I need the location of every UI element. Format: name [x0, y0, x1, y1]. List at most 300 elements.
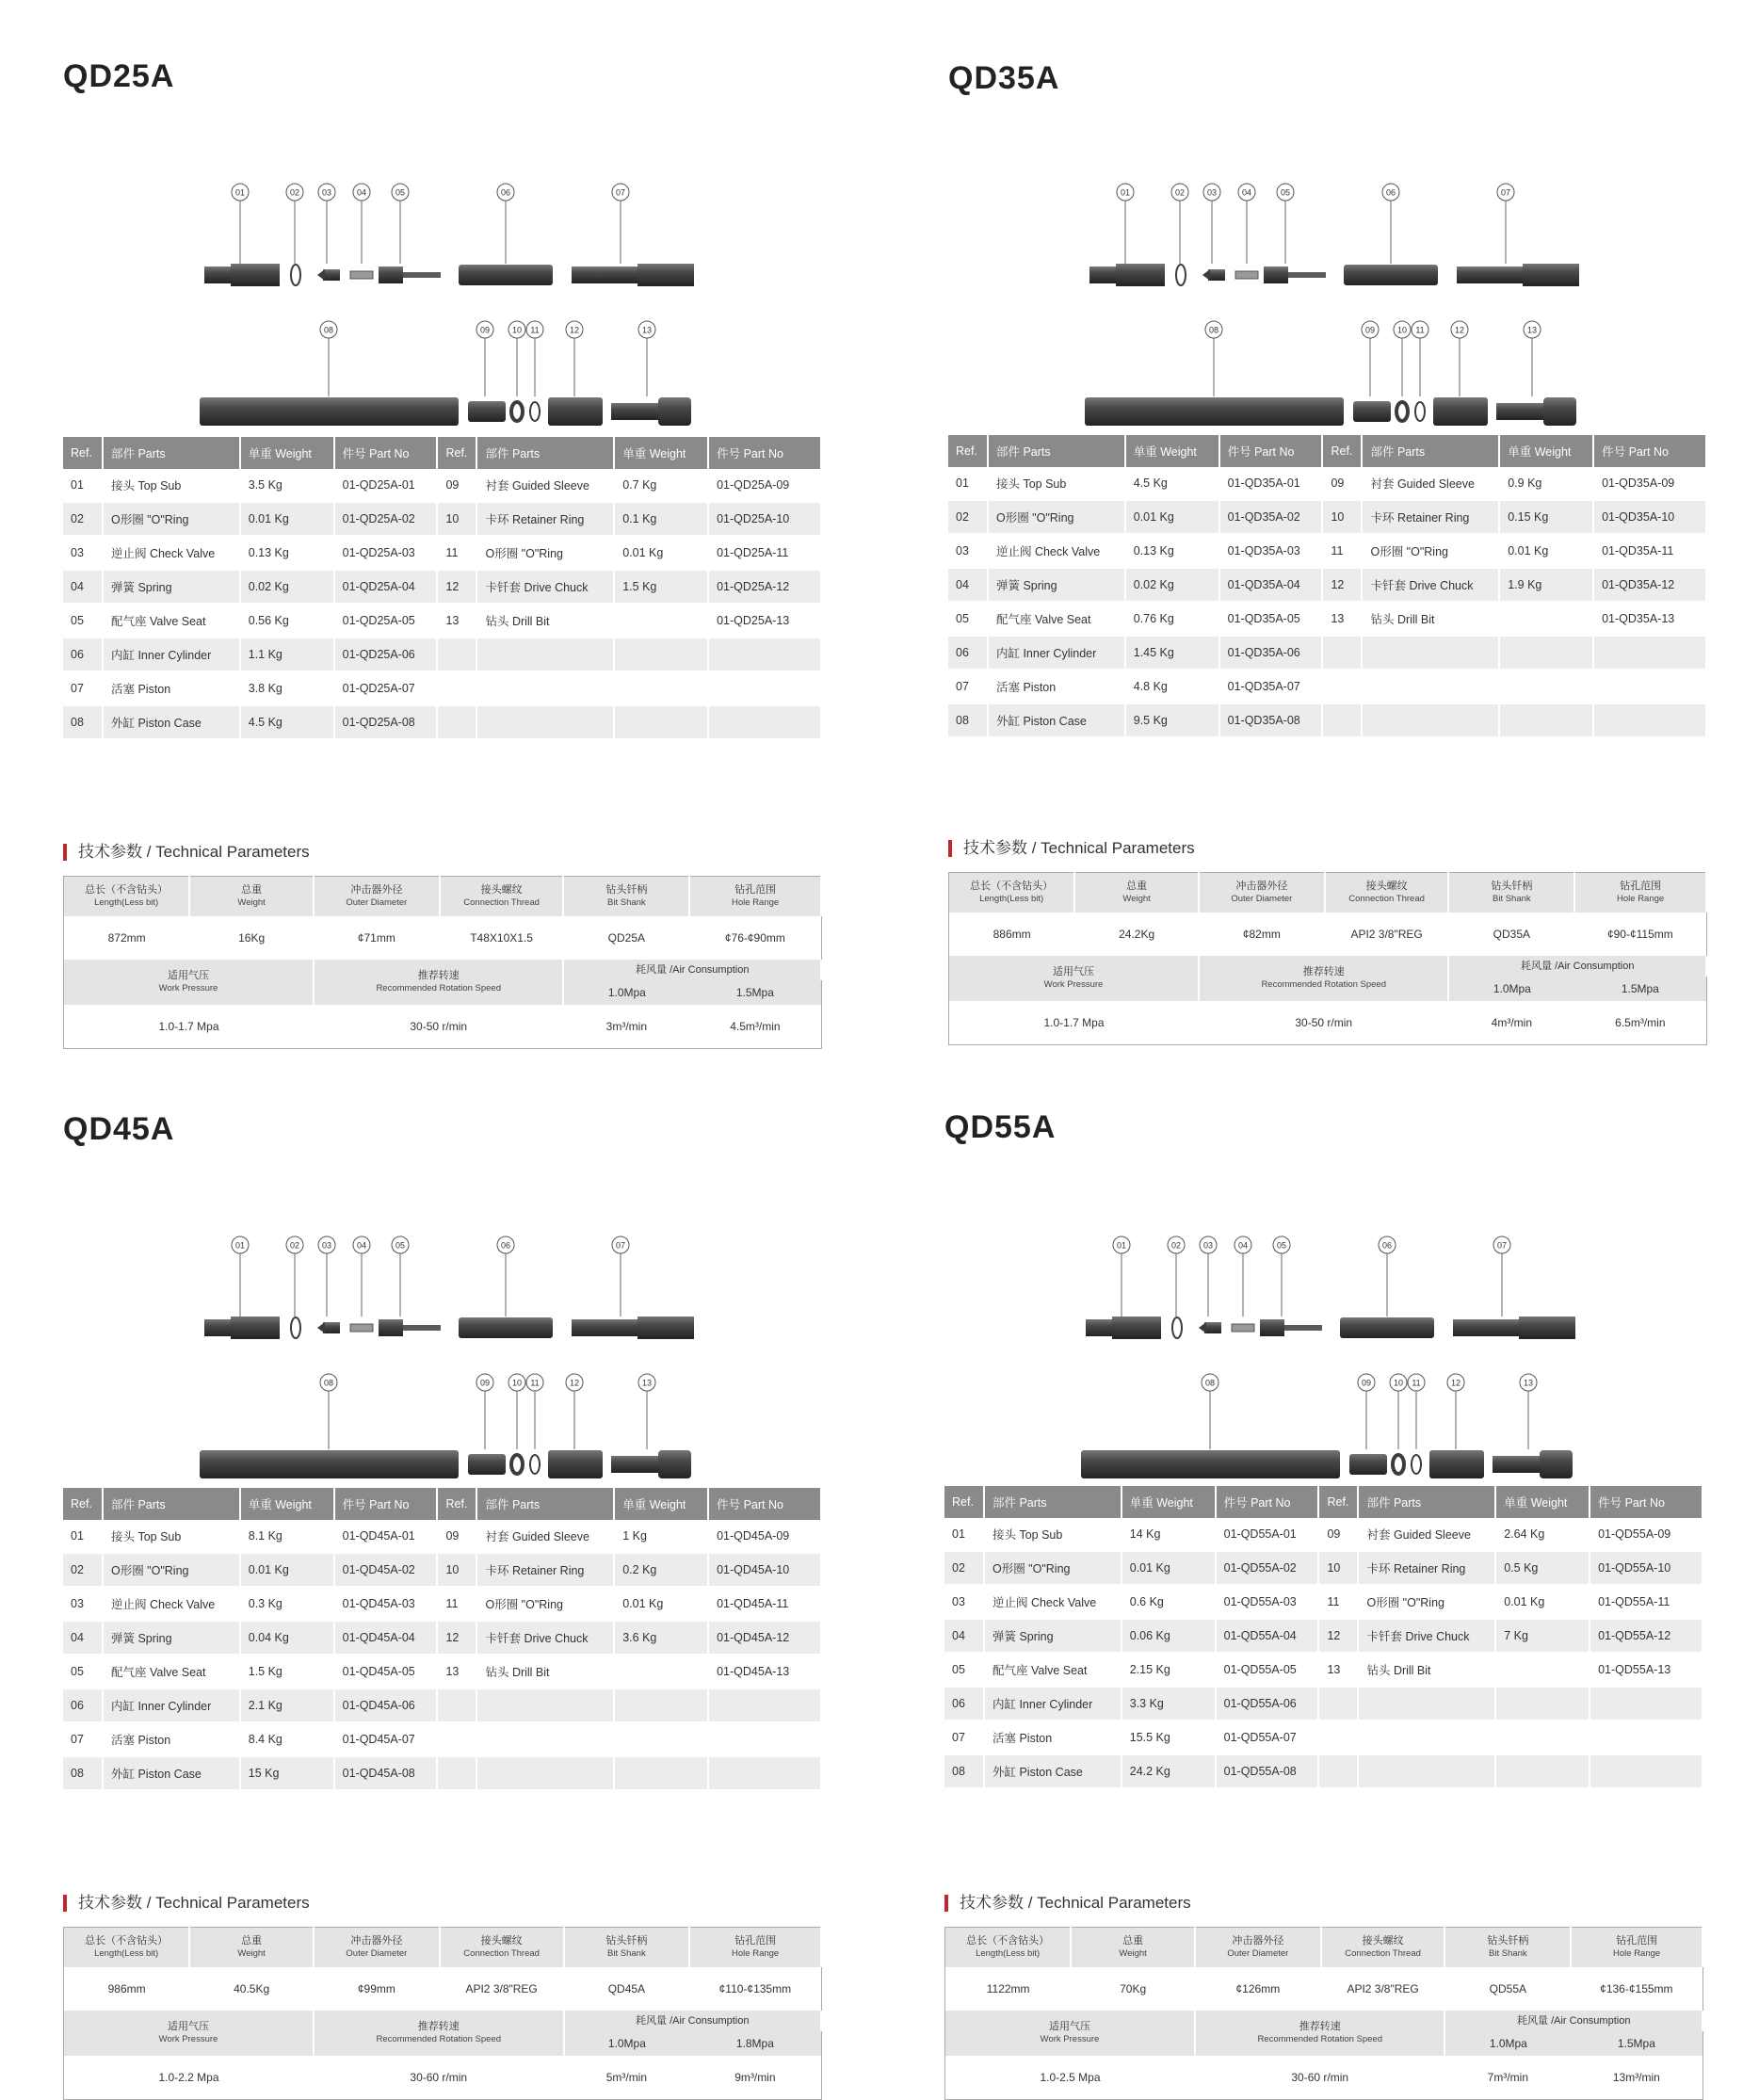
table-cell: 04	[944, 1619, 984, 1653]
table-cell: 逆止阀 Check Valve	[103, 536, 240, 570]
tech-header-shank	[1448, 873, 1574, 913]
header-en: Weight	[237, 897, 266, 908]
tech-value-thread: T48X10X1.5	[470, 931, 533, 945]
exploded-diagram	[186, 153, 694, 463]
header-cn: 推荐转速	[417, 2021, 460, 2032]
table-cell: 3.5 Kg	[240, 469, 334, 502]
table-cell: 卡环 Retainer Ring	[476, 502, 614, 536]
table-cell: O形圈 "O"Ring	[103, 502, 240, 536]
svg-text:02: 02	[1174, 187, 1186, 198]
table-cell: 活塞 Piston	[988, 670, 1125, 703]
tech-values-row-2	[64, 1005, 822, 1049]
table-cell: 01-QD45A-08	[334, 1756, 438, 1790]
table-cell: 10	[1318, 1551, 1358, 1585]
table-cell: 01-QD25A-07	[334, 671, 438, 705]
tech-value-consumption-1: 7m³/min	[1487, 2071, 1529, 2084]
table-cell: 1.45 Kg	[1125, 636, 1219, 670]
model-section-qd55a	[944, 1111, 1717, 2100]
part-11-drawing	[530, 402, 540, 421]
table-row	[63, 1722, 821, 1756]
tech-header-shank	[1444, 1928, 1571, 1968]
callout-02	[1171, 184, 1188, 264]
header-ref: Ref.	[437, 1488, 476, 1520]
svg-text:02: 02	[289, 1240, 300, 1251]
table-cell: 01-QD45A-04	[334, 1621, 438, 1655]
header-parts: 部件 Parts	[1362, 435, 1499, 467]
table-cell: O形圈 "O"Ring	[988, 500, 1125, 534]
header-cn: 钻孔范围	[1616, 1935, 1658, 1947]
callout-05	[392, 1236, 409, 1317]
header-parts: 部件 Parts	[988, 435, 1125, 467]
table-cell: 05	[63, 1655, 103, 1688]
svg-text:04: 04	[1237, 1240, 1249, 1251]
svg-text:07: 07	[1496, 1240, 1508, 1251]
table-cell: 弹簧 Spring	[103, 570, 240, 604]
table-cell: 01-QD35A-04	[1219, 568, 1323, 602]
header-en: Work Pressure	[1040, 2034, 1100, 2044]
callout-06	[1382, 184, 1399, 264]
tech-header-air: 耗风量 /Air Consumption	[563, 960, 821, 980]
parts-header-row	[944, 1486, 1703, 1518]
table-cell: 0.15 Kg	[1499, 500, 1593, 534]
table-cell: 01-QD25A-04	[334, 570, 438, 604]
table-row	[944, 1754, 1703, 1788]
table-cell	[1322, 703, 1362, 737]
table-cell: 01-QD55A-06	[1216, 1687, 1319, 1720]
tech-header-shank	[563, 877, 689, 917]
tech-value-od: ¢126mm	[1235, 1982, 1281, 1995]
table-cell: 01-QD35A-08	[1219, 703, 1323, 737]
table-cell: 10	[437, 502, 476, 536]
table-cell: 05	[948, 602, 988, 636]
svg-text:08: 08	[1204, 1378, 1216, 1388]
tech-header-weight	[1074, 873, 1199, 913]
table-cell: 2.1 Kg	[240, 1688, 334, 1722]
table-cell: 2.15 Kg	[1122, 1653, 1216, 1687]
exploded-diagram-svg	[186, 1205, 694, 1516]
part-10-drawing	[511, 402, 523, 421]
table-cell: 01-QD25A-06	[334, 638, 438, 671]
table-cell	[1318, 1720, 1358, 1754]
callout-10	[508, 321, 525, 396]
table-cell: 弹簧 Spring	[984, 1619, 1122, 1653]
table-cell	[708, 671, 821, 705]
table-cell: 2.64 Kg	[1495, 1518, 1590, 1551]
table-cell: 3.6 Kg	[614, 1621, 708, 1655]
tech-header-air: 耗风量 /Air Consumption	[1448, 956, 1706, 977]
header-cn: 接头螺纹	[1365, 880, 1408, 892]
header-cn: 冲击器外径	[1232, 1935, 1284, 1947]
table-cell: 01-QD55A-09	[1590, 1518, 1703, 1551]
table-cell: 0.02 Kg	[1125, 568, 1219, 602]
table-cell	[1362, 636, 1499, 670]
table-row	[944, 1518, 1703, 1551]
header-en: Weight	[237, 1948, 266, 1959]
svg-text:08: 08	[323, 1378, 334, 1388]
header-ref: Ref.	[63, 1488, 103, 1520]
svg-text:09: 09	[1364, 325, 1376, 335]
table-row	[944, 1619, 1703, 1653]
tech-header-speed	[314, 960, 564, 1005]
table-cell: 01	[63, 469, 103, 502]
tech-value-weight: 24.2Kg	[1119, 928, 1155, 941]
part-13-drawing	[1496, 397, 1576, 426]
part-07-drawing	[572, 1317, 694, 1339]
tech-value-speed: 30-60 r/min	[1291, 2071, 1349, 2084]
table-cell	[1362, 703, 1499, 737]
header-weight: 单重 Weight	[1499, 435, 1593, 467]
table-cell: 11	[437, 536, 476, 570]
table-cell: 14 Kg	[1122, 1518, 1216, 1551]
table-cell: 01-QD25A-01	[334, 469, 438, 502]
table-cell	[1358, 1720, 1495, 1754]
callout-12	[566, 1374, 583, 1449]
header-parts: 部件 Parts	[1358, 1486, 1495, 1518]
table-cell	[1590, 1720, 1703, 1754]
header-en: Bit Shank	[607, 1948, 646, 1959]
parts-table	[948, 435, 1707, 738]
tech-values-row-2	[945, 2056, 1703, 2100]
svg-text:08: 08	[1208, 325, 1219, 335]
header-en: Outer Diameter	[1231, 894, 1293, 904]
table-cell: 内缸 Inner Cylinder	[984, 1687, 1122, 1720]
table-cell: 01	[948, 467, 988, 500]
tech-value-consumption-2: 4.5m³/min	[730, 1020, 781, 1033]
svg-text:04: 04	[356, 1240, 367, 1251]
svg-text:09: 09	[479, 325, 491, 335]
table-cell: 逆止阀 Check Valve	[103, 1587, 240, 1621]
header-cn: 推荐转速	[1299, 2021, 1341, 2032]
part-05-drawing	[1264, 267, 1326, 283]
tech-value-consumption-2: 6.5m³/min	[1615, 1016, 1666, 1029]
table-cell: 钻头 Drill Bit	[476, 604, 614, 638]
table-cell: 1.1 Kg	[240, 638, 334, 671]
table-cell: 内缸 Inner Cylinder	[988, 636, 1125, 670]
table-cell: 01-QD55A-11	[1590, 1585, 1703, 1619]
header-ref: Ref.	[1322, 435, 1362, 467]
table-cell: 01-QD55A-10	[1590, 1551, 1703, 1585]
table-cell: 12	[1322, 568, 1362, 602]
header-cn: 适用气压	[167, 970, 209, 981]
table-row	[63, 570, 821, 604]
callout-01	[1113, 1236, 1130, 1317]
svg-text:06: 06	[500, 1240, 511, 1251]
table-cell	[1499, 602, 1593, 636]
part-02-drawing	[291, 265, 300, 285]
tech-value-od: ¢71mm	[357, 931, 395, 945]
model-section-qd45a	[63, 1111, 835, 2100]
tech-header-shank	[564, 1928, 690, 1968]
table-cell: 衬套 Guided Sleeve	[476, 469, 614, 502]
table-cell: 08	[63, 705, 103, 739]
table-cell: O形圈 "O"Ring	[476, 536, 614, 570]
header-partno: 件号 Part No	[1593, 435, 1706, 467]
part-05-drawing	[379, 267, 441, 283]
header-parts: 部件 Parts	[103, 1488, 240, 1520]
tech-value-pressure: 1.0-1.7 Mpa	[158, 1020, 219, 1033]
table-cell: 01	[944, 1518, 984, 1551]
table-cell: 0.76 Kg	[1125, 602, 1219, 636]
part-01-drawing	[204, 1317, 280, 1339]
part-05-drawing	[1260, 1319, 1322, 1336]
table-cell	[1322, 636, 1362, 670]
tech-pressure-1: 1.0Mpa	[1444, 2031, 1571, 2056]
tech-value-consumption-2: 13m³/min	[1612, 2071, 1660, 2084]
table-cell: 0.6 Kg	[1122, 1585, 1216, 1619]
header-parts: 部件 Parts	[984, 1486, 1122, 1518]
table-cell	[437, 1722, 476, 1756]
header-en: Work Pressure	[158, 2034, 218, 2044]
header-weight: 单重 Weight	[240, 437, 334, 469]
table-cell: 01-QD55A-13	[1590, 1653, 1703, 1687]
model-section-qd25a	[63, 58, 835, 1047]
part-05-drawing	[379, 1319, 441, 1336]
tech-pressure-2: 1.5Mpa	[689, 980, 821, 1005]
model-section-qd35a	[948, 58, 1720, 1047]
table-row	[63, 604, 821, 638]
part-13-drawing	[611, 397, 691, 426]
tech-header-hole	[1571, 1928, 1703, 1968]
part-07-drawing	[572, 264, 694, 286]
tech-value-thread: API2 3/8"REG	[465, 1982, 538, 1995]
table-cell: 01-QD55A-02	[1216, 1551, 1319, 1585]
table-cell: 接头 Top Sub	[984, 1518, 1122, 1551]
header-partno: 件号 Part No	[1216, 1486, 1319, 1518]
table-cell: 0.13 Kg	[240, 536, 334, 570]
table-cell	[614, 1688, 708, 1722]
table-cell	[1322, 670, 1362, 703]
header-ref: Ref.	[63, 437, 103, 469]
parts-header-row	[63, 1488, 821, 1520]
table-cell: 01-QD55A-01	[1216, 1518, 1319, 1551]
table-cell: 0.7 Kg	[614, 469, 708, 502]
table-cell: 10	[437, 1553, 476, 1587]
table-cell: 外缸 Piston Case	[103, 1756, 240, 1790]
table-cell: 活塞 Piston	[103, 671, 240, 705]
table-cell: 外缸 Piston Case	[103, 705, 240, 739]
tech-header-od	[1195, 1928, 1321, 1968]
table-cell: 活塞 Piston	[984, 1720, 1122, 1754]
part-11-drawing	[1412, 1455, 1421, 1474]
header-en: Connection Thread	[463, 897, 540, 908]
header-en: Weight	[1119, 1948, 1147, 1959]
table-cell: 01-QD55A-08	[1216, 1754, 1319, 1788]
table-cell	[476, 1688, 614, 1722]
table-cell: 01-QD55A-04	[1216, 1619, 1319, 1653]
tech-value-thread: API2 3/8"REG	[1347, 1982, 1419, 1995]
table-cell: 11	[1322, 534, 1362, 568]
table-cell: 1.5 Kg	[614, 570, 708, 604]
table-cell: 01-QD35A-01	[1219, 467, 1323, 500]
part-12-drawing	[548, 1450, 603, 1478]
table-cell: 卡钎套 Drive Chuck	[1362, 568, 1499, 602]
part-06-drawing	[459, 265, 553, 285]
table-cell: 0.02 Kg	[240, 570, 334, 604]
table-cell	[614, 604, 708, 638]
table-row	[63, 1621, 821, 1655]
callout-06	[1379, 1236, 1396, 1317]
parts-table	[63, 437, 822, 740]
tech-value-hole: ¢110-¢135mm	[718, 1982, 792, 1995]
table-cell: 01-QD35A-12	[1593, 568, 1706, 602]
table-cell: O形圈 "O"Ring	[984, 1551, 1122, 1585]
table-row	[948, 703, 1706, 737]
callout-06	[497, 184, 514, 264]
table-cell: 04	[63, 1621, 103, 1655]
header-en: Hole Range	[732, 897, 780, 908]
table-cell: 01-QD45A-11	[708, 1587, 821, 1621]
part-07-drawing	[1457, 264, 1579, 286]
tech-values-row-2	[64, 2056, 822, 2100]
table-cell	[614, 671, 708, 705]
svg-text:01: 01	[234, 187, 246, 198]
table-cell: O形圈 "O"Ring	[1358, 1585, 1495, 1619]
table-cell: 3.3 Kg	[1122, 1687, 1216, 1720]
header-en: Connection Thread	[463, 1948, 540, 1959]
table-cell: 07	[63, 671, 103, 705]
table-cell: 4.5 Kg	[1125, 467, 1219, 500]
callout-13	[638, 321, 655, 396]
exploded-diagram	[1071, 153, 1579, 463]
table-cell: 01-QD45A-05	[334, 1655, 438, 1688]
table-cell: 配气座 Valve Seat	[988, 602, 1125, 636]
table-cell	[614, 1722, 708, 1756]
header-cn: 接头螺纹	[480, 884, 523, 896]
part-01-drawing	[1086, 1317, 1161, 1339]
exploded-diagram-svg	[186, 153, 694, 463]
header-en: Length(Less bit)	[976, 1948, 1041, 1959]
tech-value-pressure: 1.0-2.2 Mpa	[158, 2071, 219, 2084]
table-cell: O形圈 "O"Ring	[1362, 534, 1499, 568]
header-en: Recommended Rotation Speed	[376, 2034, 502, 2044]
tech-value-length: 886mm	[992, 928, 1031, 941]
table-cell: 01-QD45A-13	[708, 1655, 821, 1688]
table-cell: 1.9 Kg	[1499, 568, 1593, 602]
exploded-diagram	[186, 1205, 694, 1516]
tech-value-thread: API2 3/8"REG	[1350, 928, 1423, 941]
table-cell: 02	[63, 1553, 103, 1587]
table-cell: 卡钎套 Drive Chuck	[476, 1621, 614, 1655]
table-cell: 0.01 Kg	[1125, 500, 1219, 534]
table-cell: 09	[437, 469, 476, 502]
tech-params-title: 技术参数 / Technical Parameters	[944, 1895, 1191, 1912]
svg-text:05: 05	[1280, 187, 1291, 198]
table-row	[63, 1688, 821, 1722]
table-cell: 0.06 Kg	[1122, 1619, 1216, 1653]
table-cell: 0.01 Kg	[1122, 1551, 1216, 1585]
header-cn: 接头螺纹	[1362, 1935, 1404, 1947]
table-cell: 03	[944, 1585, 984, 1619]
table-row	[63, 469, 821, 502]
model-title: QD55A	[944, 1109, 1057, 1145]
header-partno: 件号 Part No	[334, 437, 438, 469]
table-cell	[476, 705, 614, 739]
table-cell: 01-QD35A-13	[1593, 602, 1706, 636]
callout-12	[566, 321, 583, 396]
svg-text:08: 08	[323, 325, 334, 335]
svg-text:03: 03	[1202, 1240, 1214, 1251]
table-row	[948, 568, 1706, 602]
header-cn: 钻孔范围	[734, 1935, 777, 1947]
table-cell: 01-QD45A-06	[334, 1688, 438, 1722]
part-09-drawing	[468, 401, 506, 422]
tech-header-row	[64, 1928, 822, 1968]
table-cell	[1495, 1653, 1590, 1687]
header-en: Length(Less bit)	[94, 897, 159, 908]
table-cell: 01-QD25A-11	[708, 536, 821, 570]
table-cell: 02	[63, 502, 103, 536]
tech-values-row-2	[949, 1001, 1707, 1045]
tech-value-weight: 70Kg	[1120, 1982, 1147, 1995]
part-07-drawing	[1453, 1317, 1575, 1339]
part-03-drawing	[317, 1322, 340, 1333]
tech-header-speed	[314, 2011, 564, 2056]
header-en: Bit Shank	[607, 897, 646, 908]
tech-params-table	[948, 872, 1707, 1045]
callout-10	[1390, 1374, 1407, 1449]
tech-header-od	[314, 877, 440, 917]
table-cell: 1.5 Kg	[240, 1655, 334, 1688]
table-cell	[1593, 670, 1706, 703]
svg-text:02: 02	[1170, 1240, 1182, 1251]
tech-values-row	[64, 916, 822, 960]
table-cell: 8.1 Kg	[240, 1520, 334, 1553]
table-cell: 12	[437, 1621, 476, 1655]
table-cell: 弹簧 Spring	[103, 1621, 240, 1655]
svg-text:06: 06	[1385, 187, 1396, 198]
table-cell: 05	[944, 1653, 984, 1687]
table-cell: 0.01 Kg	[240, 1553, 334, 1587]
header-cn: 总重	[241, 1935, 263, 1947]
table-cell: 06	[63, 1688, 103, 1722]
header-partno: 件号 Part No	[708, 437, 821, 469]
callout-07	[612, 184, 629, 264]
tech-params-table	[63, 876, 822, 1049]
table-cell	[1495, 1687, 1590, 1720]
table-cell: 01-QD25A-13	[708, 604, 821, 638]
header-en: Work Pressure	[1043, 979, 1104, 990]
svg-text:05: 05	[395, 187, 406, 198]
table-cell: 08	[948, 703, 988, 737]
tech-header-od	[1199, 873, 1325, 913]
header-weight: 单重 Weight	[240, 1488, 334, 1520]
table-cell: 01-QD35A-05	[1219, 602, 1323, 636]
header-parts: 部件 Parts	[103, 437, 240, 469]
table-cell: 01-QD55A-12	[1590, 1619, 1703, 1653]
header-en: Hole Range	[1617, 894, 1665, 904]
table-cell	[614, 1655, 708, 1688]
exploded-diagram-svg	[1071, 153, 1579, 463]
tech-pressure-2: 1.5Mpa	[1574, 977, 1706, 1001]
table-row	[63, 1655, 821, 1688]
table-cell: 接头 Top Sub	[103, 469, 240, 502]
tech-pressure-2: 1.5Mpa	[1571, 2031, 1703, 2056]
header-cn: 冲击器外径	[350, 1935, 403, 1947]
table-cell: 钻头 Drill Bit	[476, 1655, 614, 1688]
table-cell: 衬套 Guided Sleeve	[1362, 467, 1499, 500]
header-cn: 总长（不含钻头）	[966, 1935, 1050, 1947]
table-cell: 0.01 Kg	[614, 1587, 708, 1621]
table-cell: 01-QD25A-02	[334, 502, 438, 536]
header-en: Hole Range	[1613, 1948, 1661, 1959]
callout-11	[1408, 1374, 1425, 1449]
tech-params-title: 技术参数 / Technical Parameters	[948, 840, 1195, 857]
tech-value-od: ¢99mm	[357, 1982, 395, 1995]
table-row	[948, 534, 1706, 568]
table-cell	[437, 671, 476, 705]
tech-header-row	[949, 873, 1707, 913]
tech-value-hole: ¢136-¢155mm	[1600, 1982, 1673, 1995]
